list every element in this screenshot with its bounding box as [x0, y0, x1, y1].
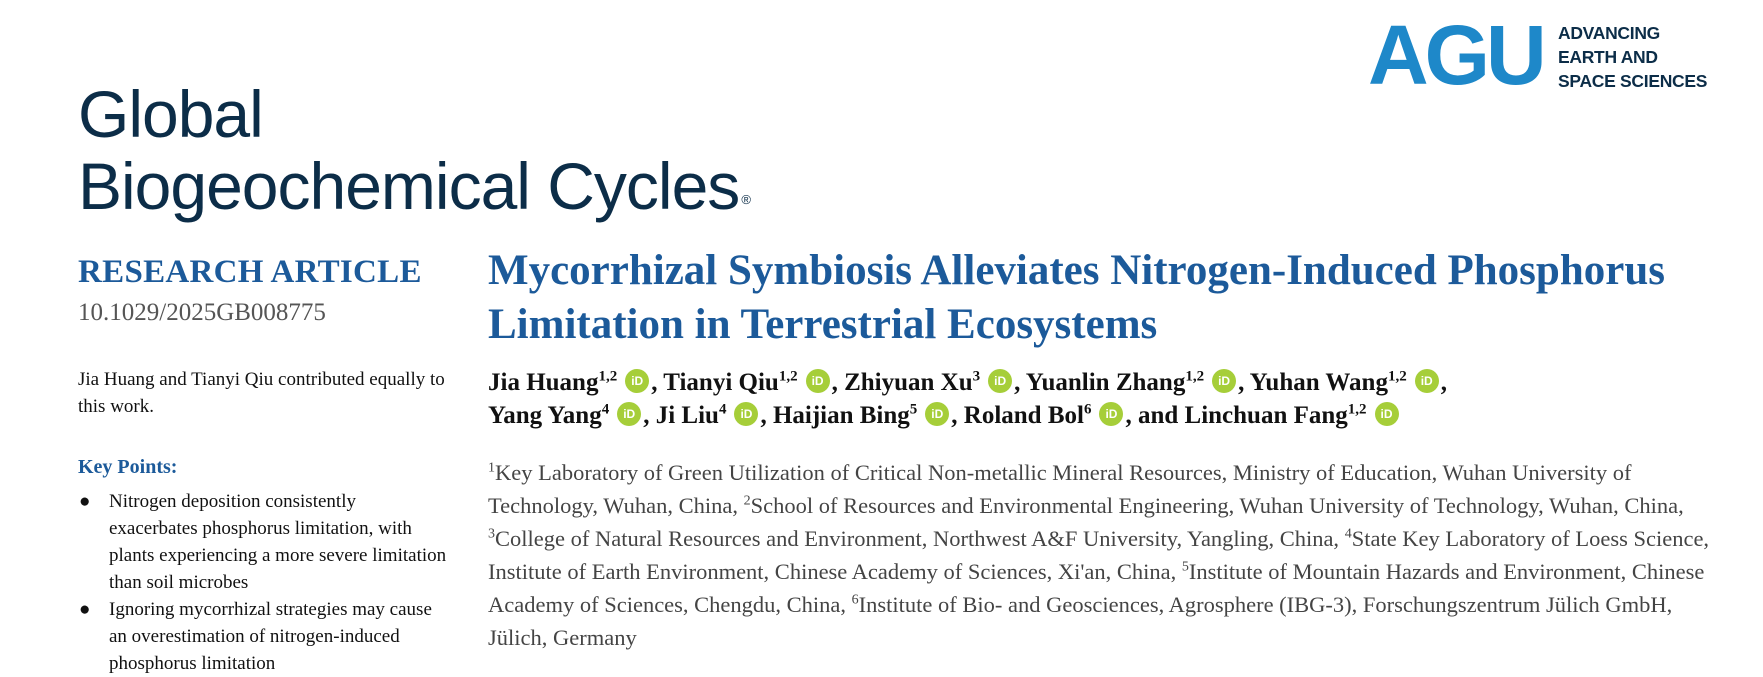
agu-tagline-line: EARTH AND — [1558, 47, 1658, 67]
author-name: Yuhan Wang — [1249, 369, 1388, 396]
author-name: Yang Yang — [488, 402, 602, 429]
article-type: RESEARCH ARTICLE — [78, 254, 422, 290]
author-affiliation-number: 1,2 — [1185, 368, 1205, 385]
affiliation-number: 5 — [1181, 559, 1189, 575]
orcid-icon[interactable]: iD — [988, 369, 1012, 393]
key-points-heading: Key Points: — [78, 456, 178, 478]
author-name: Roland Bol — [963, 402, 1084, 429]
affiliation-text: Institute of Bio- and Geosciences, Agrosphere (IBG-3), Forschungszentrum Jülich GmbH, Jülich, Germany — [488, 592, 1673, 650]
affiliation-text: State Key Laboratory of Loess Science, Institute of Earth Environment, Chinese Academy of Sciences, Xi'an, China, — [488, 526, 1710, 584]
affiliation-text: Institute of Mountain Hazards and Environment, Chinese Academy of Sciences, Chengdu, China, — [488, 559, 1705, 617]
author-affiliation-number: 1,2 — [1387, 368, 1407, 385]
journal-title-line2 — [78, 150, 750, 222]
affiliation-number: 1 — [488, 460, 495, 476]
journal-title-line1: Global — [78, 77, 263, 151]
author-affiliation-number: 4 — [718, 401, 727, 418]
agu-tagline — [1558, 21, 1707, 93]
orcid-icon[interactable]: iD — [1415, 369, 1439, 393]
author-affiliation-number: 4 — [601, 401, 610, 418]
key-point-text: Ignoring mycorrhizal strategies may cause an overestimation of nitrogen-induced phosphorus limitation — [109, 599, 432, 674]
orcid-icon[interactable]: iD — [625, 369, 649, 393]
affiliation-text: College of Natural Resources and Environment, Northwest A&F University, Yangling, China, — [495, 526, 1345, 551]
key-point-text: Nitrogen deposition consistently exacerbates phosphorus limitation, with plants experiencing a more severe limitation than soil microbes — [109, 491, 447, 593]
author-name: Linchuan Fang — [1184, 402, 1348, 429]
orcid-icon[interactable]: iD — [734, 402, 758, 426]
contribution-note: Jia Huang and Tianyi Qiu contributed equally to this work. — [78, 369, 445, 417]
affiliations — [488, 456, 1718, 654]
affiliation-text: School of Resources and Environmental Engineering, Wuhan University of Technology, Wuhan, China, — [750, 493, 1684, 518]
affiliation-number: 6 — [851, 592, 859, 608]
orcid-icon[interactable]: iD — [806, 369, 830, 393]
registered-mark: ® — [741, 192, 750, 207]
key-point-item — [78, 596, 448, 677]
author-name: Yuanlin Zhang — [1025, 369, 1186, 396]
agu-logo-text: AGU — [1368, 18, 1543, 90]
author-affiliation-number: 1,2 — [778, 368, 798, 385]
orcid-icon[interactable]: iD — [1375, 402, 1399, 426]
bullet-icon: ● — [79, 491, 91, 512]
orcid-icon[interactable]: iD — [925, 402, 949, 426]
agu-tagline-line: SPACE SCIENCES — [1558, 71, 1708, 91]
journal-title-text: Biogeochemical Cycles — [78, 149, 740, 223]
affiliation-number: 4 — [1344, 526, 1352, 542]
key-point-item — [78, 488, 448, 596]
author-affiliation-number: 5 — [909, 401, 918, 418]
bullet-icon: ● — [79, 599, 91, 620]
affiliation-number: 3 — [488, 526, 495, 542]
orcid-icon[interactable]: iD — [1212, 369, 1236, 393]
author-affiliation-number: 6 — [1083, 401, 1092, 418]
author-list: Jia Huang$^{1,2}$ iD , Tianyi Qiu$^{1,2}$ iD , Zhiyuan Xu$^3$ iD , Yuanlin Zhang$^{1,2}$ iD , Yuhan Wang$^{1,2}$ iD , Yang Yang$^4$ iD , Ji Liu$^4$ iD , Haijian Bing$^5$ iD , Roland Bol$^6$ iD , and Linchuan Fang$^{1,2}$ iD — [488, 368, 1447, 429]
author-name: Haijian Bing — [772, 402, 910, 429]
author-name: Ji Liu — [655, 402, 719, 429]
author-name: Jia Huang — [488, 369, 599, 396]
author-affiliation-number: 1,2 — [598, 368, 618, 385]
affiliation-number: 2 — [743, 493, 751, 509]
journal-title — [78, 78, 750, 222]
orcid-icon[interactable]: iD — [1099, 402, 1123, 426]
article-doi[interactable]: 10.1029/2025GB008775 — [78, 299, 326, 326]
author-name: Tianyi Qiu — [663, 369, 779, 396]
author-affiliation-number: 1,2 — [1347, 401, 1367, 418]
author-name: Zhiyuan Xu — [844, 369, 973, 396]
affiliation-text: Key Laboratory of Green Utilization of Critical Non-metallic Mineral Resources, Ministry of Education, Wuhan University of Technology, Wuhan, China, — [488, 460, 1632, 518]
orcid-icon[interactable]: iD — [617, 402, 641, 426]
key-points-list — [78, 488, 448, 677]
article-title: Mycorrhizal Symbiosis Alleviates Nitrogen-Induced Phosphorus Limitation in Terrestrial Ecosystems — [488, 247, 1665, 348]
agu-tagline-line: ADVANCING — [1558, 23, 1660, 43]
author-affiliation-number: 3 — [972, 368, 981, 385]
